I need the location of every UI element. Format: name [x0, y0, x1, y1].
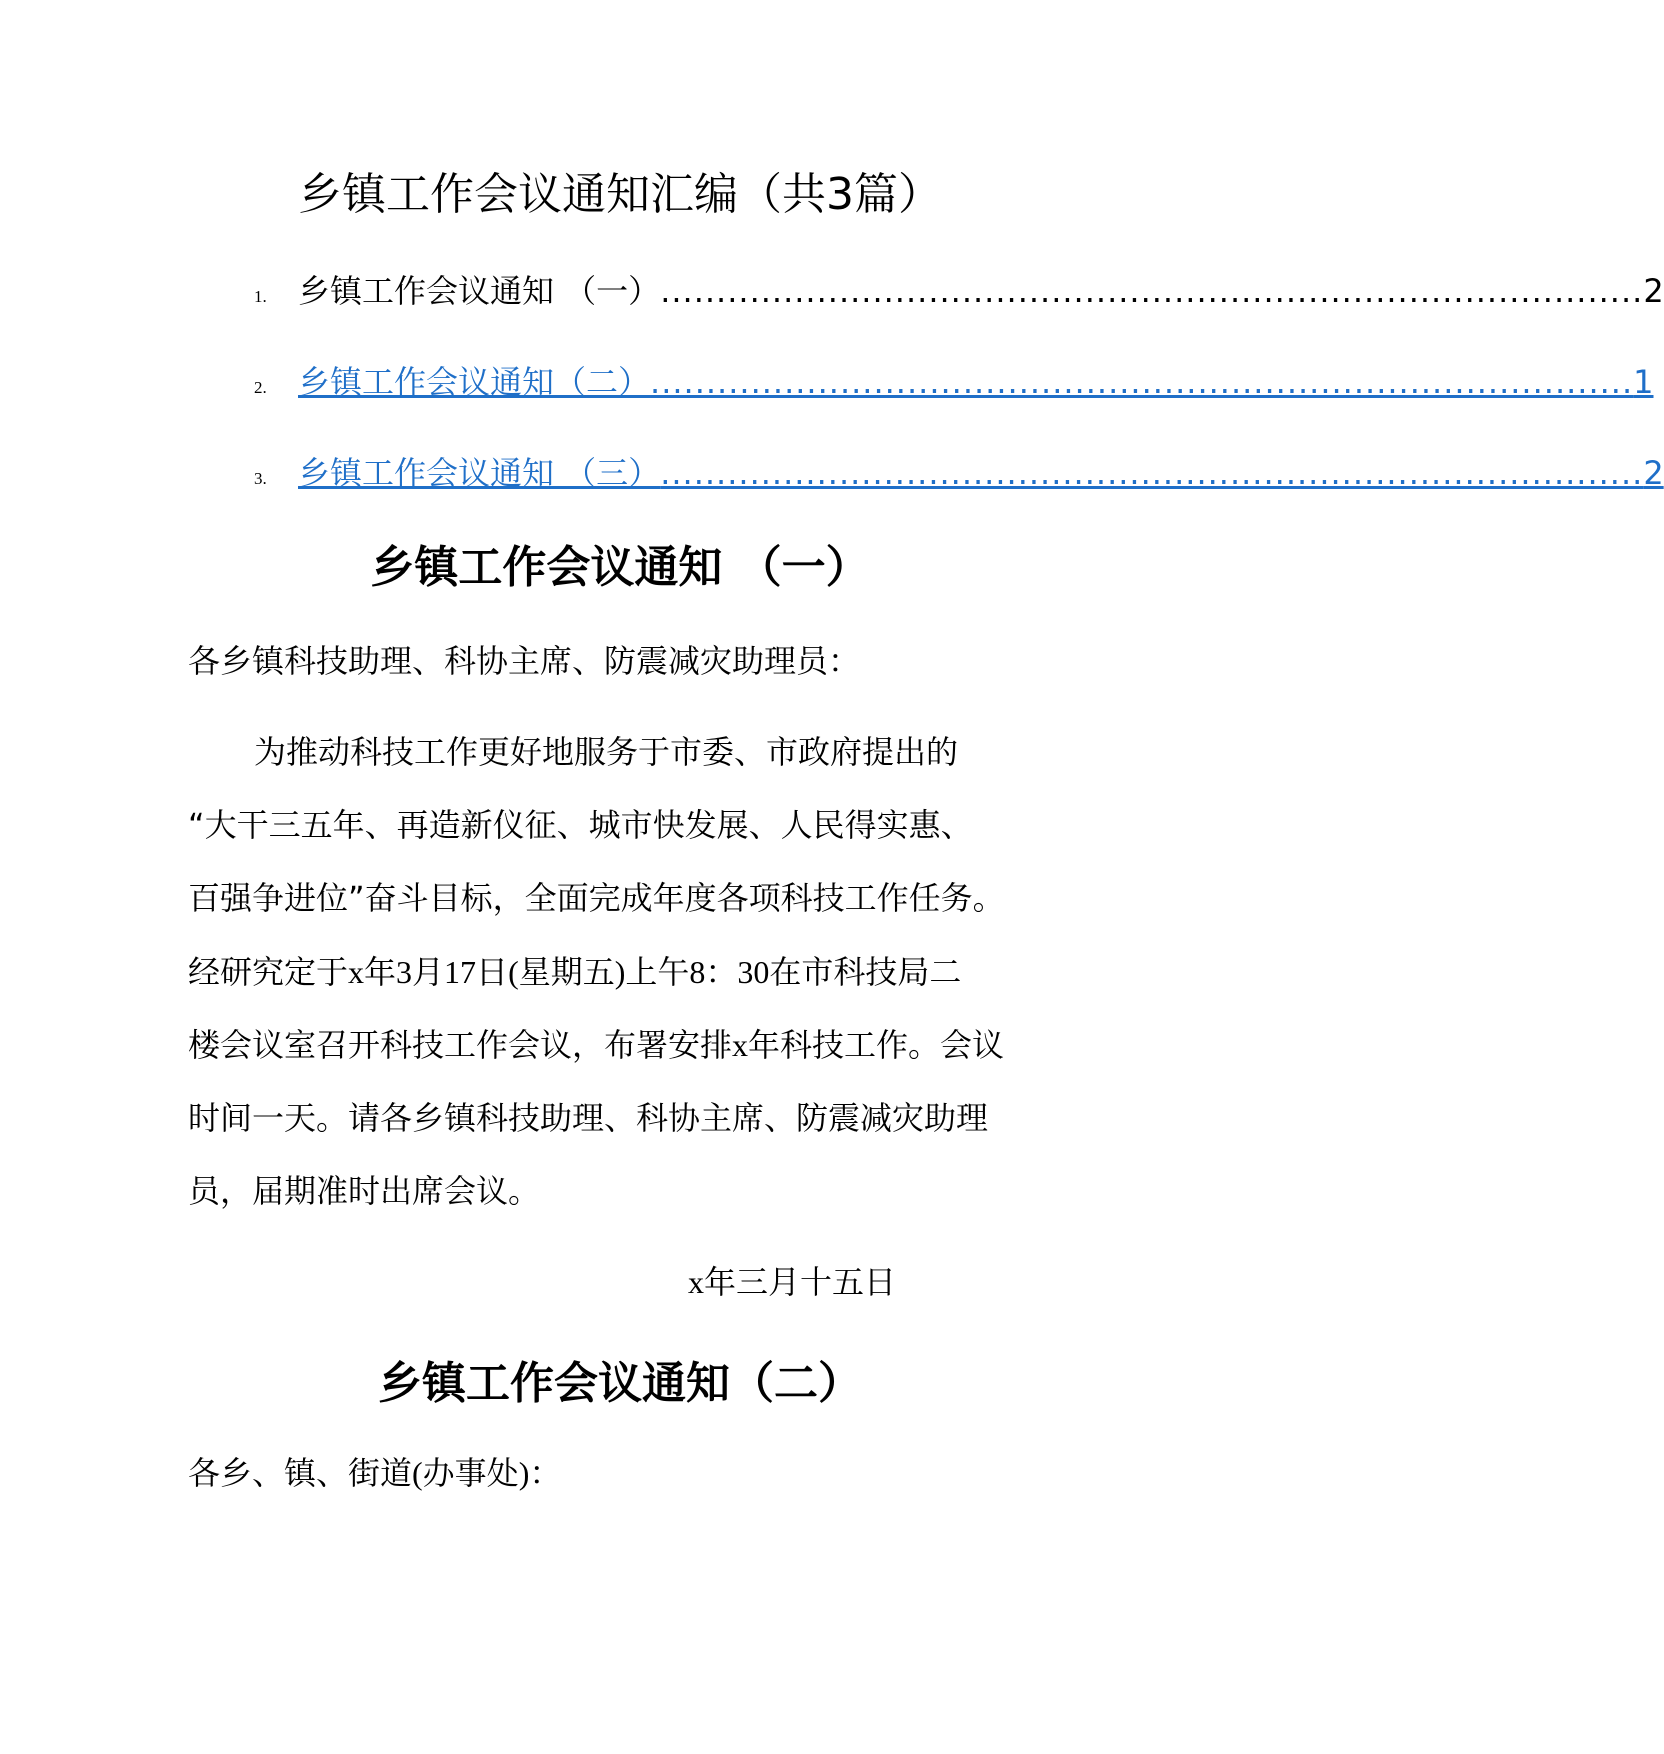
toc-title: 乡镇工作会议通知 （三）	[298, 454, 661, 492]
toc-page-number: 1	[1633, 363, 1654, 401]
text-run: 星期五	[518, 953, 615, 991]
text-run: (	[412, 1455, 423, 1491]
notice-1-date	[688, 1257, 896, 1307]
notice-2-title: 乡镇工作会议通知（二）	[378, 1358, 862, 1409]
notice-1-line-6: 时间一天。请各乡镇科技助理、科协主席、防震减灾助理	[188, 1099, 989, 1137]
text-run: 年三月十五日	[704, 1263, 897, 1301]
text-run: (	[508, 954, 519, 990]
toc-entry-2[interactable]	[254, 357, 1654, 407]
text-run: )	[518, 1455, 530, 1491]
toc-leader-dots: ........................................................................................	[660, 454, 1644, 492]
toc-number: 3.	[254, 469, 267, 488]
notice-2-salutation	[188, 1448, 561, 1498]
text-run: 30	[737, 954, 770, 990]
text-run: 17	[444, 954, 477, 990]
notice-1-line-7: 员，届期准时出席会议。	[188, 1172, 541, 1210]
text-run: 在市科技局二	[769, 953, 962, 991]
toc-number: 1.	[254, 287, 267, 306]
notice-1-line-3: 百强争进位”奋斗目标，全面完成年度各项科技工作任务。	[188, 879, 1005, 917]
toc-page-number: 2	[1643, 454, 1664, 492]
toc-title: 乡镇工作会议通知 （一）	[298, 272, 661, 310]
text-run: 日	[476, 953, 509, 991]
text-run: x	[732, 1027, 749, 1063]
text-run: 月	[412, 953, 445, 991]
toc-number: 2.	[254, 378, 267, 397]
notice-1-salutation: 各乡镇科技助理、科协主席、防震减灾助理员：	[188, 642, 861, 680]
toc-leader-dots: ........................................................................................	[650, 363, 1634, 401]
text-run: 年科技工作。会议	[748, 1026, 1005, 1064]
notice-1-line-1: 为推动科技工作更好地服务于市委、市政府提出的	[254, 733, 959, 771]
text-run: ：	[705, 953, 738, 991]
toc-entry-text	[298, 266, 1664, 316]
notice-1-line-5	[188, 1020, 1004, 1070]
toc-link-2[interactable]	[298, 357, 1654, 407]
toc-page-number: 2	[1643, 272, 1664, 310]
toc-entry-1	[254, 266, 1664, 316]
text-run: x	[688, 1264, 704, 1300]
text-run: ：	[529, 1454, 562, 1492]
text-run: 8	[689, 954, 706, 990]
text-run: 3	[396, 954, 413, 990]
toc-entry-3[interactable]	[254, 448, 1664, 498]
text-run: )	[614, 954, 626, 990]
text-run: 上午	[625, 953, 690, 991]
document-title: 乡镇工作会议通知汇编（共3篇）	[298, 169, 942, 220]
text-run: 经研究定于	[188, 953, 349, 991]
text-run: 年	[364, 953, 397, 991]
text-run: 各乡、镇、街道	[188, 1454, 413, 1492]
text-run: 办事处	[422, 1454, 519, 1492]
toc-link-3[interactable]	[298, 448, 1664, 498]
notice-1-title: 乡镇工作会议通知 （一）	[370, 542, 870, 593]
toc-title: 乡镇工作会议通知（二）	[298, 363, 651, 401]
toc-leader-dots: ........................................................................................	[660, 272, 1644, 310]
text-run: 楼会议室召开科技工作会议，布署安排	[188, 1026, 733, 1064]
notice-1-line-4	[188, 947, 961, 997]
notice-1-line-2: “大干三五年、再造新仪征、城市快发展、人民得实惠、	[188, 806, 973, 844]
text-run: x	[348, 954, 365, 990]
